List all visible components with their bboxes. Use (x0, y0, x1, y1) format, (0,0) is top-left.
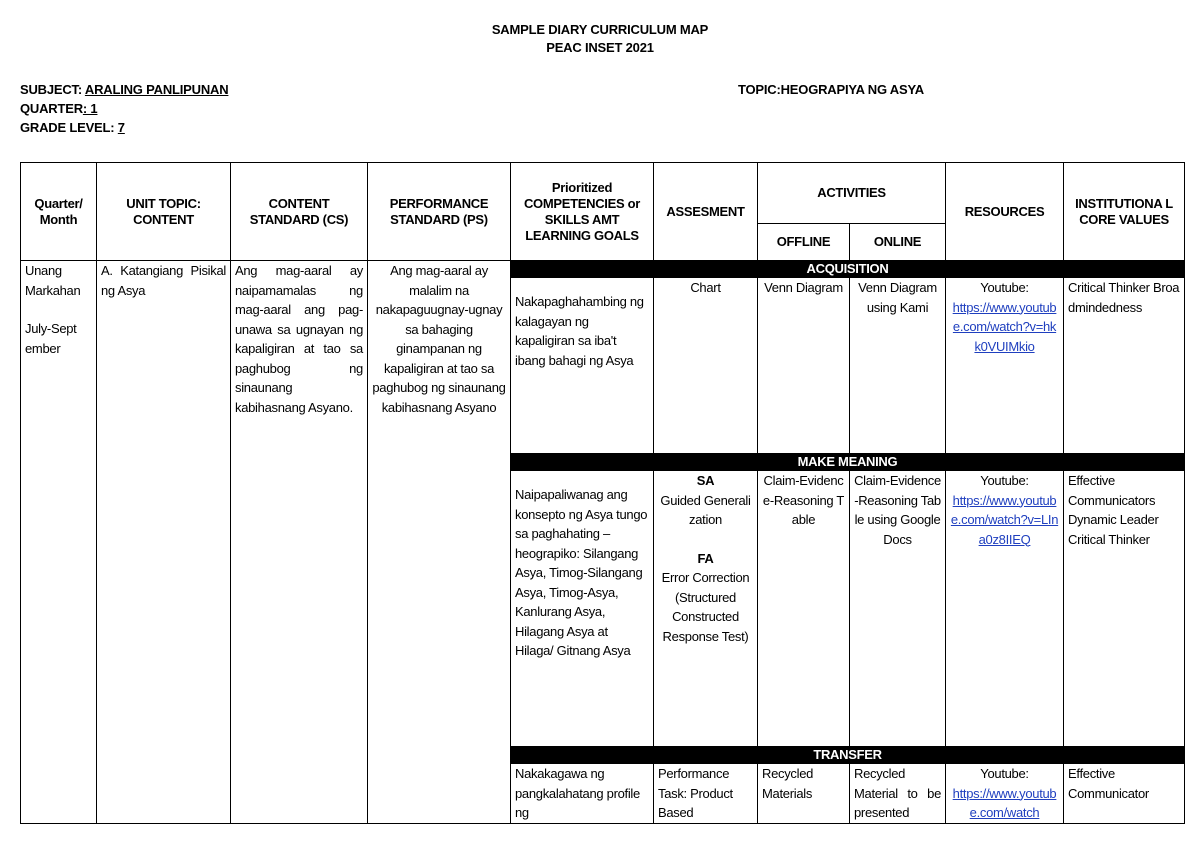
make-meaning-offline: Claim-Evidence-Reasoning Table (758, 471, 850, 747)
transfer-values: Effective Communicator (1064, 764, 1185, 824)
sa-text: Guided Generalization (660, 492, 751, 527)
make-meaning-competency: Naipapaliwanag ang konsepto ng Asya tungo sa paghahating – heograpiko: Silangang Asya, Timog-Silangang Asya, Timog-Asya, Kanlurang Asya, Hilagang Asya at Hilaga/ Gitnang Asya (511, 471, 654, 747)
page-title: SAMPLE DIARY CURRICULUM MAP (491, 22, 709, 37)
make-meaning-values: Effective Communicators Dynamic Leader Critical Thinker (1064, 471, 1185, 747)
section-make-meaning: MAKE MEANING (511, 454, 1185, 471)
section-transfer: TRANSFER (511, 747, 1185, 764)
subject-line (20, 82, 228, 97)
acquisition-resource (946, 278, 1064, 454)
transfer-offline: Recycled Materials (758, 764, 850, 824)
topic: TOPIC:HEOGRAPIYA NG ASYA (738, 82, 924, 97)
make-meaning-resource (946, 471, 1064, 747)
transfer-assessment: Performance Task: Product Based (654, 764, 758, 824)
grade-label: GRADE LEVEL: (20, 120, 118, 135)
fa-text: Error Correction (Structured Constructed Response Test) (661, 570, 750, 644)
make-meaning-online: Claim-Evidence-Reasoning Table using Google Docs (850, 471, 946, 747)
col-unit-topic: UNIT TOPIC: CONTENT (97, 163, 231, 261)
performance-standard-cell: Ang mag-aaral ay malalim na nakapaguugnay-ugnay sa bahaging ginampanan ng kapaligiran at tao sa paghubog ng sinaunang kabihasnang Asyano (368, 261, 511, 824)
col-performance-standard: PERFORMANCE STANDARD (PS) (368, 163, 511, 261)
quarter-label: QUARTER (20, 101, 83, 116)
grade-line (20, 120, 125, 135)
col-activities: ACTIVITIES (758, 163, 946, 224)
fa-label: FA (697, 550, 714, 566)
col-quarter: Quarter/ Month (21, 163, 97, 261)
acquisition-resource-link[interactable]: https://www.youtube.com/watch?v=hkk0VUIMkio (952, 299, 1057, 354)
col-online: ONLINE (850, 224, 946, 261)
quarter-months: July-Sept ember (25, 321, 77, 356)
quarter-cell (21, 261, 97, 824)
sa-label: SA (696, 473, 715, 488)
content-standard-cell: Ang mag-aaral ay naipamamalas ng mag-aaral ang pag-unawa sa ugnayan ng kapaligiran at tao sa paghubog ng sinaunang kabihasnang Asyano. (231, 261, 368, 824)
acquisition-offline: Venn Diagram (758, 278, 850, 454)
transfer-online: Recycled Material to be presented (850, 764, 946, 824)
make-meaning-assessment (654, 471, 758, 747)
make-meaning-resource-link[interactable]: https://www.youtube.com/watch?v=LIna0z8IIEQ (950, 492, 1059, 547)
col-competencies: Prioritized COMPETENCIES or SKILLS AMT LEARNING GOALS (511, 163, 654, 261)
page-subtitle: PEAC INSET 2021 (546, 40, 654, 55)
quarter-line (20, 101, 97, 116)
col-assessment: ASSESMENT (654, 163, 758, 261)
curriculum-map-table (20, 162, 1185, 824)
section-acquisition: ACQUISITION (511, 261, 1185, 278)
acquisition-competency: Nakapaghahambing ng kalagayan ng kapaligiran sa iba't ibang bahagi ng Asya (511, 278, 654, 454)
quarter-name: Unang Markahan (25, 263, 81, 298)
transfer-resource-label: Youtube: (980, 766, 1029, 781)
acquisition-resource-label: Youtube: (980, 280, 1029, 295)
make-meaning-resource-label: Youtube: (980, 473, 1029, 488)
acquisition-values: Critical Thinker Broadmindedness (1064, 278, 1185, 454)
col-content-standard: CONTENT STANDARD (CS) (231, 163, 368, 261)
col-offline: OFFLINE (758, 224, 850, 261)
acquisition-online: Venn Diagram using Kami (850, 278, 946, 454)
col-resources: RESOURCES (946, 163, 1064, 261)
unit-topic-cell: A. Katangiang Pisikal ng Asya (97, 261, 231, 824)
transfer-resource (946, 764, 1064, 824)
transfer-competency: Nakakagawa ng pangkalahatang profile ng (511, 764, 654, 824)
quarter-value: : 1 (82, 101, 98, 116)
grade-value: 7 (117, 120, 125, 135)
subject-value: ARALING PANLIPUNAN (84, 82, 229, 97)
acquisition-assessment: Chart (654, 278, 758, 454)
transfer-resource-link[interactable]: https://www.youtube.com/watch (952, 785, 1057, 820)
subject-label: SUBJECT: (20, 82, 85, 97)
col-core-values: INSTITUTIONA L CORE VALUES (1064, 163, 1185, 261)
